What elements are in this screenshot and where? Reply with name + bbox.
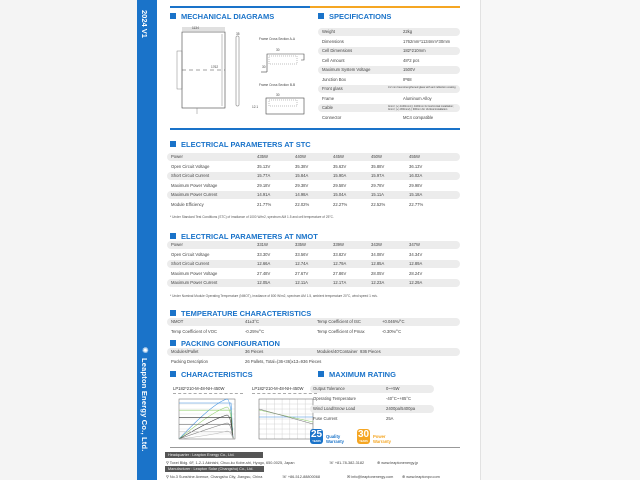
spec-value: Aluminum Alloy xyxy=(403,95,432,101)
spec-value: 4mm²; (+) 1100mm/(-) 1100mm for Horizontal installation; 4mm²; (+) 300mm/(-) 300mm for Vertical installation xyxy=(388,105,454,111)
spec-row xyxy=(318,95,460,103)
spec-value: IP68 xyxy=(403,76,412,82)
param-label: Maximum Power Current xyxy=(171,192,218,198)
param-value: 41±3°C xyxy=(245,319,259,324)
iv-curve xyxy=(179,403,233,439)
version-label: 2024 V1 xyxy=(140,10,149,38)
power-warranty-label: Power Warranty xyxy=(373,434,391,444)
param-value: 22.77% xyxy=(409,202,424,207)
param-label: Modules/Pallet xyxy=(171,349,199,354)
param-value: 27.86V xyxy=(333,270,347,276)
globe-icon: ⊕ xyxy=(402,475,407,479)
param-value: 35.38V xyxy=(295,163,309,169)
param-value: 15.90A xyxy=(333,173,347,179)
spec-row xyxy=(318,114,460,122)
param-label: Temp Coefficient of ISC xyxy=(317,319,361,324)
manufacturer-phone: ☏ +86-512-88800068 xyxy=(282,475,321,479)
spec-row xyxy=(318,47,460,55)
divider xyxy=(173,393,243,395)
rating-label: Output Tolerance xyxy=(313,386,345,391)
param-value: 28.05V xyxy=(371,270,385,276)
param-value: 35.63V xyxy=(333,163,347,169)
param-value: 331W xyxy=(257,242,268,247)
param-value: 12.23A xyxy=(371,280,385,286)
param-value: 12.89A xyxy=(409,261,423,267)
temperature-title: TEMPERATURE CHARACTERISTICS xyxy=(170,309,311,318)
rating-label: Fuse Current xyxy=(313,416,338,421)
param-label: Short Circuit Current xyxy=(171,261,210,267)
param-value: 450W xyxy=(371,154,382,159)
param-label: Temp Coefficient of VOC xyxy=(171,328,218,334)
rating-value: 25A xyxy=(386,416,394,421)
param-value: 12.17A xyxy=(333,280,347,286)
spec-label: Connector xyxy=(322,114,342,120)
max-rating-title: MAXIMUM RATING xyxy=(318,370,396,379)
param-value: 15.77A xyxy=(257,173,271,179)
spec-label: Frame xyxy=(322,95,335,101)
param-value: 36 Pieces xyxy=(245,349,264,354)
datasheet-page xyxy=(137,0,480,480)
param-label: Open Circuit Voltage xyxy=(171,251,210,257)
spec-value: 48*2 pcs xyxy=(403,57,420,63)
param-row xyxy=(167,328,460,336)
rating-value: 0~+5W xyxy=(386,386,400,391)
param-value: 12.79A xyxy=(333,261,347,267)
mail-icon: ✉ xyxy=(347,475,352,479)
param-label: Maximum Power Voltage xyxy=(171,270,218,276)
param-label: Maximum Power Current xyxy=(171,280,218,286)
param-row xyxy=(167,191,460,199)
param-label: Packing Description xyxy=(171,358,209,364)
param-value: 12.05A xyxy=(257,280,271,286)
manufacturer-address: ⚲ No.3 Sunshine Avenue, Changshu City, Jiangsu, China xyxy=(166,475,263,479)
quality-warranty-label: Quality Warranty xyxy=(326,434,344,444)
quality-warranty-badge: 25 YEARS xyxy=(310,429,323,443)
section-icon xyxy=(170,371,176,377)
rating-row xyxy=(310,395,434,403)
param-row xyxy=(167,201,460,209)
spec-row xyxy=(318,85,460,93)
iv-chart-title: LP182*210-M-48-NH-450W xyxy=(173,386,225,391)
dimension-label: 30 xyxy=(262,65,266,69)
param-label: Temp Coefficient of Pmax xyxy=(317,328,365,334)
param-value: 27.48V xyxy=(257,270,271,276)
param-value: 15.04A xyxy=(333,192,347,198)
spec-row xyxy=(318,76,460,84)
spec-value: 1762mm*1134mm*30mm xyxy=(403,38,451,44)
rating-row xyxy=(310,415,434,423)
headquarter-address: ⚲ Toxei Bldg. 6F, 1-2-1 Akinishi, Chuo-ku Kobe-shi, Hyogo, 650-0025, Japan xyxy=(166,461,295,465)
temp-chart-title: LP182*210-M-48-NH-450W xyxy=(252,386,304,391)
param-value: 29.78V xyxy=(371,182,385,188)
spec-row xyxy=(318,57,460,65)
spec-value: 182*210mm xyxy=(403,48,426,53)
rating-value: 2400pa/5400pa xyxy=(386,406,416,411)
section-icon xyxy=(170,233,176,239)
param-value: 12.74A xyxy=(295,261,309,267)
param-value: 936 Pieces xyxy=(360,349,381,354)
stc-footnote: * Under Standard Test Conditions (STC) of irradiance of 1000 W/m2, spectrum AM 1.5 and cell temperature of 25°C. xyxy=(170,215,334,219)
param-value: 36.13V xyxy=(409,163,423,169)
dimension-label: 30 xyxy=(276,93,280,97)
sidebar xyxy=(137,0,157,480)
rating-label: Operating Temperature xyxy=(313,396,356,401)
spec-label: Junction Box xyxy=(322,76,346,82)
iv-curve xyxy=(179,417,233,439)
dimension-label: 1134 xyxy=(192,26,199,30)
param-label: NMOT xyxy=(171,319,184,324)
param-label: Open Circuit Voltage xyxy=(171,163,210,169)
divider xyxy=(252,393,317,395)
param-value: 34.08V xyxy=(371,251,385,257)
param-value: 440W xyxy=(295,154,306,159)
param-value: 343W xyxy=(371,242,382,247)
manufacturer-email[interactable]: ✉ info@leaptonenergy.com xyxy=(347,475,394,479)
param-row xyxy=(167,251,460,259)
param-value: 339W xyxy=(333,242,344,247)
section-icon xyxy=(170,141,176,147)
spec-label: Front glass xyxy=(322,86,343,91)
headquarter-phone: ☏ +81-78-382-3182 xyxy=(329,461,365,465)
globe-icon: ⊕ xyxy=(377,461,382,465)
location-icon: ⚲ xyxy=(166,475,170,479)
param-value: 12.11A xyxy=(295,280,308,286)
param-value: 22.27% xyxy=(333,202,348,207)
param-value: 12.29A xyxy=(409,280,423,286)
param-value: 435W xyxy=(257,154,268,159)
manufacturer-label: Manufacturer : Leapton Solar (Changshu) Co., Ltd. xyxy=(165,466,264,472)
divider xyxy=(310,6,460,8)
param-value: 35.13V xyxy=(257,163,271,169)
nmot-title: ELECTRICAL PARAMETERS AT NMOT xyxy=(170,232,318,241)
param-value: 16.02A xyxy=(409,173,423,179)
param-value: 21.77% xyxy=(257,202,272,207)
param-value: 29.38V xyxy=(295,182,309,188)
specifications-title: SPECIFICATIONS xyxy=(318,12,391,21)
param-value: -0.25%/°C xyxy=(245,328,265,334)
param-value: 12.85A xyxy=(371,261,385,267)
location-icon: ⚲ xyxy=(166,461,170,465)
param-value: 347W xyxy=(409,242,420,247)
param-row xyxy=(167,182,460,190)
dimension-label: 35 xyxy=(236,32,240,36)
spec-label: Dimensions xyxy=(322,38,344,44)
spec-row xyxy=(318,104,460,112)
param-value: 15.84A xyxy=(295,173,309,179)
spec-value: 22kg xyxy=(403,29,413,34)
spec-value: 3.2 mm heat strengthened glass with anti reflection coating xyxy=(388,86,456,89)
company-name: Leapton Energy Co., Ltd. xyxy=(140,358,149,452)
characteristics-title: CHARACTERISTICS xyxy=(170,370,253,379)
section-icon xyxy=(318,13,324,19)
param-value: 33.82V xyxy=(333,251,347,257)
phone-icon: ☏ xyxy=(329,461,335,465)
cross-section-b-drawing xyxy=(259,92,309,122)
param-value: 33.56V xyxy=(295,251,309,257)
divider xyxy=(170,447,460,448)
param-value: 335W xyxy=(295,242,306,247)
section-icon xyxy=(170,310,176,316)
spec-label: Maximum System Voltage xyxy=(322,67,371,72)
spec-label: Cable xyxy=(322,105,333,110)
param-value: 28.24V xyxy=(409,270,423,276)
nmot-footnote: * Under Nominal Module Operating Temperature (NMOT), irradiance of 800 W/m2, spectrum AM 1.5, ambient temperature 20°C, wind speed 1 m/s. xyxy=(170,294,378,298)
dimension-label: 30 xyxy=(276,48,280,52)
param-row xyxy=(167,270,460,278)
param-value: 33.30V xyxy=(257,251,271,257)
iv-curve-chart xyxy=(173,396,245,444)
param-value: 445W xyxy=(333,154,344,159)
param-label: Maximum Power Voltage xyxy=(171,182,218,188)
param-value: 15.18A xyxy=(409,192,423,198)
rating-row xyxy=(310,405,434,413)
param-value: 455W xyxy=(409,154,420,159)
param-value: 22.52% xyxy=(371,202,386,207)
param-value: 12.66A xyxy=(257,261,271,267)
module-drawing xyxy=(172,26,252,116)
section-icon xyxy=(170,340,176,346)
headquarter-label: Headquarter : Leapton Energy Co., Ltd. xyxy=(165,452,263,458)
viewer-background xyxy=(480,0,640,480)
param-row xyxy=(167,241,460,249)
rating-value: -40°C~+85°C xyxy=(386,396,411,401)
mechanical-title: MECHANICAL DIAGRAMS xyxy=(170,12,274,21)
param-value: -0.30%/°C xyxy=(382,328,402,334)
spec-row xyxy=(318,28,460,36)
param-value: 34.34V xyxy=(409,251,423,257)
spec-label: Cell Dimensions xyxy=(322,48,353,53)
param-label: Power xyxy=(171,154,183,159)
dimension-label: 1762 xyxy=(211,65,219,69)
pmax-line xyxy=(259,409,313,424)
section-icon xyxy=(170,13,176,19)
spec-row xyxy=(318,38,460,46)
leapton-logo-icon: ✺ xyxy=(142,346,149,355)
power-warranty-badge: 30 YEARS xyxy=(357,429,370,443)
phone-icon: ☏ xyxy=(282,475,288,479)
param-value: 27.67V xyxy=(295,270,309,276)
param-label: Module Efficiency xyxy=(171,202,204,207)
param-row xyxy=(167,318,460,326)
param-value: 14.91A xyxy=(257,192,271,198)
param-value: 29.58V xyxy=(333,182,347,188)
spec-value: MC4 compatible xyxy=(403,114,434,120)
section-b-label: Frame Cross Section B-B xyxy=(259,83,296,87)
param-value: 26 Pallets, Total=(36+36)x13=936 Pieces xyxy=(245,358,322,364)
param-value: 29.98V xyxy=(409,182,423,188)
param-value: 22.02% xyxy=(295,202,310,207)
spec-value: 1500V xyxy=(403,67,416,72)
param-row xyxy=(167,163,460,171)
spec-label: Weight xyxy=(322,29,335,34)
param-label: Modules/40'Container xyxy=(317,349,358,354)
param-value: 15.97A xyxy=(371,173,385,179)
param-row xyxy=(167,358,460,366)
stc-title: ELECTRICAL PARAMETERS AT STC xyxy=(170,140,311,149)
param-value: 35.88V xyxy=(371,163,385,169)
voc-line xyxy=(259,410,313,422)
param-value: 14.98A xyxy=(295,192,309,198)
cross-section-a-drawing xyxy=(259,44,309,79)
divider xyxy=(170,6,310,8)
rating-row xyxy=(310,385,434,393)
divider xyxy=(170,128,460,130)
param-value: +0.046%/°C xyxy=(382,319,405,324)
packing-title: PACKING CONFIGURATION xyxy=(170,339,280,348)
param-label: Power xyxy=(171,242,183,247)
temperature-coefficient-chart xyxy=(255,396,317,444)
headquarter-website[interactable]: ⊕ www.leaptonenergy.jp xyxy=(377,461,419,465)
param-row xyxy=(167,172,460,180)
param-label: Short Circuit Current xyxy=(171,173,210,179)
section-icon xyxy=(318,371,324,377)
param-row xyxy=(167,153,460,161)
param-row xyxy=(167,279,460,287)
param-value: 29.18V xyxy=(257,182,271,188)
manufacturer-website[interactable]: ⊕ www.leaptonpv.com xyxy=(402,475,440,479)
spec-row xyxy=(318,66,460,74)
spec-label: Cell Amount xyxy=(322,57,345,63)
section-a-label: Frame Cross Section A-A xyxy=(259,37,295,41)
param-value: 15.11A xyxy=(371,192,384,198)
param-row xyxy=(167,260,460,268)
rating-label: Wind Load/Snow Load xyxy=(313,406,356,411)
param-row xyxy=(167,348,460,356)
dimension-label: 12.1 xyxy=(252,105,259,109)
